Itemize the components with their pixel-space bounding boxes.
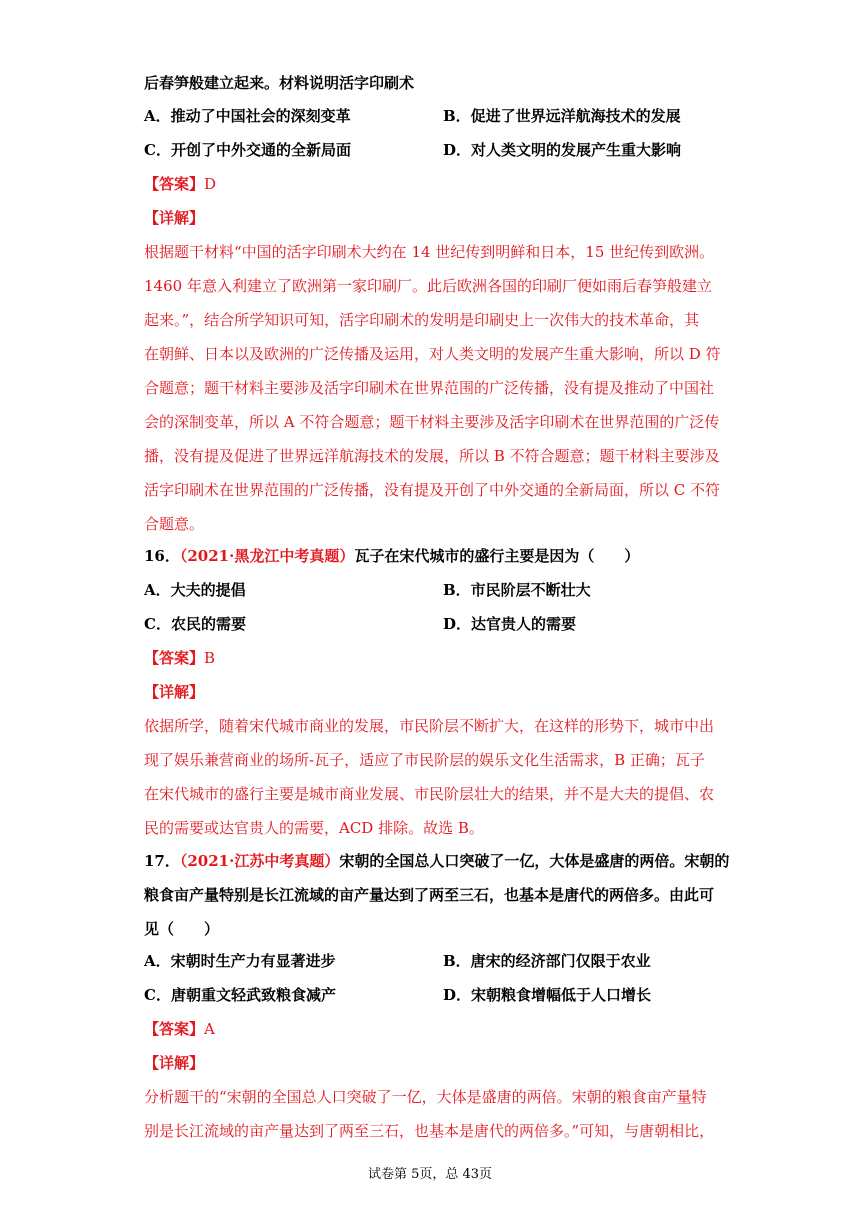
q17-option-b: B．唐宋的经济部门仅限于农业 xyxy=(443,952,651,970)
q17-option-d: D．宋朝粮食增幅低于人口增长 xyxy=(443,986,652,1004)
q17-explain-line: 分析题干的“宋朝的全国总人口突破了一亿，大体是盛唐的两倍。宋朝的粮食亩产量特 xyxy=(144,1088,707,1106)
q15-answer xyxy=(144,174,216,194)
q15-explain-line: 播，没有提及促进了世界远洋航海技术的发展，所以 B 不符合题意；题干材料主要涉及 xyxy=(144,447,720,465)
q17-number: 17． xyxy=(144,852,180,870)
q17-stem-line: 见（ ） xyxy=(144,920,220,938)
answer-label: 【答案】 xyxy=(144,175,205,193)
q16-option-b: B．市民阶层不断壮大 xyxy=(443,581,591,599)
q15-explain-line: 起来。”，结合所学知识可知，活字印刷术的发明是印刷史上一次伟大的技术革命，其 xyxy=(144,311,700,329)
q15-explain-line: 会的深制变革，所以 A 不符合题意；题干材料主要涉及活字印刷术在世界范围的广泛传 xyxy=(144,413,720,431)
q17-option-c: C．唐朝重文轻武致粮食减产 xyxy=(144,986,336,1004)
q16-option-a: A．大夫的提倡 xyxy=(144,581,246,599)
q16-answer xyxy=(144,648,215,668)
q16-explain-line: 民的需要或达官贵人的需要，ACD 排除。故选 B。 xyxy=(144,819,484,837)
q16-stem xyxy=(144,546,639,566)
q15-explain-line: 活字印刷术在世界范围的广泛传播，没有提及开创了中外交通的全新局面，所以 C 不符 xyxy=(144,481,721,499)
answer-value: A xyxy=(204,1020,215,1038)
q15-explain-line: 合题意；题干材料主要涉及活字印刷术在世界范围的广泛传播，没有提及推动了中国社 xyxy=(144,379,715,397)
q17-answer xyxy=(144,1019,215,1039)
q16-explain-line: 依据所学，随着宋代城市商业的发展，市民阶层不断扩大，在这样的形势下，城市中出 xyxy=(144,717,715,735)
q15-option-d: D．对人类文明的发展产生重大影响 xyxy=(443,141,682,159)
q17-stem-line: 粮食亩产量特别是长江流域的亩产量达到了两至三石，也基本是唐代的两倍多。由此可 xyxy=(144,886,715,904)
q17-source: （2021·江苏中考真题） xyxy=(179,852,340,870)
q15-explain-line: 在朝鲜、日本以及欧洲的广泛传播及运用，对人类文明的发展产生重大影响，所以 D 符 xyxy=(144,345,721,363)
q16-option-c: C．农民的需要 xyxy=(144,615,246,633)
answer-value: B xyxy=(204,649,216,667)
q15-option-c: C．开创了中外交通的全新局面 xyxy=(144,141,351,159)
q17-option-a: A．宋朝时生产力有显著进步 xyxy=(144,952,336,970)
q16-explain-line: 在宋代城市的盛行主要是城市商业发展、市民阶层壮大的结果，并不是大夫的提倡、农 xyxy=(144,785,715,803)
q15-option-b: B．促进了世界远洋航海技术的发展 xyxy=(443,107,681,125)
q16-option-d: D．达官贵人的需要 xyxy=(443,615,577,633)
q17-stem xyxy=(144,851,729,871)
q16-number: 16． xyxy=(144,547,180,565)
q15-explain-line: 1460 年意入利建立了欧洲第一家印刷厂。此后欧洲各国的印刷厂便如雨后春笋般建立 xyxy=(144,277,712,295)
answer-label: 【答案】 xyxy=(144,649,205,667)
q15-option-a: A．推动了中国社会的深刻变革 xyxy=(144,107,351,125)
answer-value: D xyxy=(204,175,217,193)
q15-stem-tail: 后春笋般建立起来。材料说明活字印刷术 xyxy=(144,74,415,92)
q16-source: （2021·黑龙江中考真题） xyxy=(179,547,355,565)
q17-explain-line: 别是长江流域的亩产量达到了两至三石，也基本是唐代的两倍多。”可知，与唐朝相比， xyxy=(144,1122,715,1140)
q16-stem-text: 瓦子在宋代城市的盛行主要是因为（ ） xyxy=(354,547,640,565)
page-footer: 试卷第 5页，总 43页 xyxy=(367,1167,493,1182)
q15-explain-line: 合题意。 xyxy=(144,515,205,533)
q15-explain-line: 根据题干材料“中国的活字印刷术大约在 14 世纪传到明鲜和日本，15 世纪传到欧洲。 xyxy=(144,243,715,261)
q17-stem-text: 宋朝的全国总人口突破了一亿，大体是盛唐的两倍。宋朝的 xyxy=(339,852,730,870)
q17-explain-label: 【详解】 xyxy=(144,1054,205,1072)
q16-explain-label: 【详解】 xyxy=(144,683,205,701)
answer-label: 【答案】 xyxy=(144,1020,205,1038)
q16-explain-line: 现了娱乐兼营商业的场所-瓦子，适应了市民阶层的娱乐文化生活需求，B 正确；瓦子 xyxy=(144,751,705,769)
q15-explain-label: 【详解】 xyxy=(144,209,205,227)
